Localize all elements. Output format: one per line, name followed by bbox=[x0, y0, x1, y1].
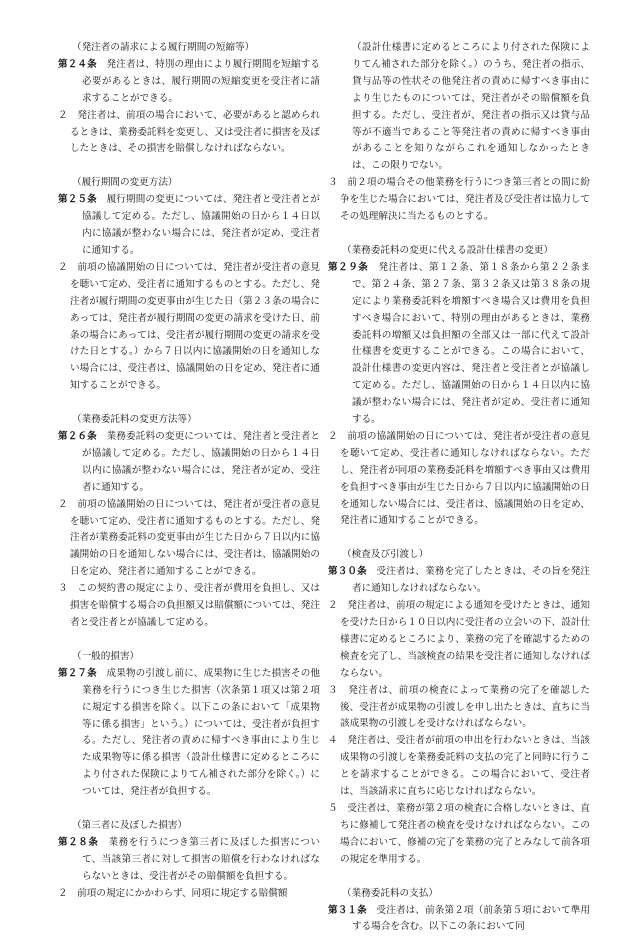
section-heading: （一般的損害） bbox=[58, 649, 320, 666]
article-paragraph bbox=[58, 835, 320, 886]
article-text: 発注者は、第１２条、第１８条から第２２条まで、第２４条、第２７条、第３２条又は第３８条の規定により業務委託料を増額すべき場合又は費用を負担すべき場合において、特別の理由があるときは、業務委託料の増額又は負担額の全部又は一部に代えて設計仕様書を変更することができる。この場合において、設計仕様書の変更内容は、発注者と受注者とが協議して定める。ただし、協議開始の日から１４日以内に協議が整わない場合には、発注者が定め、受注者に通知する。 bbox=[352, 262, 590, 425]
numbered-clause: ４ 発注者は、受注者が前項の申出を行わないときは、当該成果物の引渡しを業務委託料の支払の完了と同時に行うことを請求することができる。この場合において、受注者は、当該請求に直ちに応じなければならない。 bbox=[328, 733, 590, 801]
numbered-clause: ２ 発注者は、前項の規定による通知を受けたときは、通知を受けた日から１０日以内に受注者の立会いの下、設計仕様書に定めるところにより、業務の完了を確認するための検査を完了し、当該検査の結果を受注者に通知しなければならない。 bbox=[328, 598, 590, 683]
article-text: 受注者は、業務を完了したときは、その旨を発注者に通知しなければならない。 bbox=[352, 566, 590, 594]
numbered-clause: ２ 発注者は、前項の場合において、必要があると認められるときは、業務委託料を変更し、又は受注者に損害を及ぼしたときは、その損害を賠償しなければならない。 bbox=[58, 108, 320, 159]
numbered-clause: ５ 受注者は、業務が第２項の検査に合格しないときは、直ちに修補して発注者の検査を受けなければならない。この場合において、修補の完了を業務の完了とみなして前各項の規定を準用する。 bbox=[328, 801, 590, 869]
numbered-clause: ２ 前項の協議開始の日については、発注者が受注者の意見を聴いて定め、受注者に通知するものとする。ただし、発注者が履行期間の変更事由が生じた日（第２３条の場合にあっては、発注者が履行期間の変更の請求を受けた日、前条の場合にあっては、受注者が履行期間の変更の請求を受けた日とする。）から７日以内に協議開始の日を通知しない場合には、受注者は、協議開始の日を定め、発注者に通知することができる。 bbox=[58, 260, 320, 395]
numbered-clause: ３ 前２項の場合その他業務を行うにつき第三者との間に紛争を生じた場合においては、発注者及び受注者は協力してその処理解決に当たるものとする。 bbox=[328, 175, 590, 226]
numbered-clause: ２ 前項の規定にかかわらず、同項に規定する賠償額 bbox=[58, 886, 320, 903]
article-paragraph bbox=[58, 666, 320, 801]
section-gap bbox=[58, 395, 320, 412]
section-gap bbox=[58, 801, 320, 818]
article-text: 業務委託料の変更については、発注者と受注者とが協議して定める。ただし、協議開始の日から１４日以内に協議が整わない場合には、発注者が定め、受注者に通知する。 bbox=[82, 431, 320, 493]
right-column bbox=[328, 40, 590, 936]
section-heading: （検査及び引渡し） bbox=[328, 547, 590, 564]
section-heading: （履行期間の変更方法） bbox=[58, 175, 320, 192]
article-number: 第３１条 bbox=[328, 905, 367, 916]
numbered-clause: ３ この契約書の規定により、受注者が費用を負担し、又は損害を賠償する場合の負担額又は賠償額については、発注者と受注者とが協議して定める。 bbox=[58, 581, 320, 632]
article-number: 第２９条 bbox=[328, 262, 368, 273]
continued-text: （設計仕様書に定めるところにより付された保険によりてん補された部分を除く。）のうち、発注者の指示、貸与品等の性状その他発注者の責めに帰すべき事由により生じたものについては、発注者がその賠償額を負担する。ただし、受注者が、発注者の指示又は貸与品等が不適当であること等発注者の責めに帰すべき事由があることを知りながらこれを通知しなかったときは、この限りでない。 bbox=[328, 40, 590, 175]
article-paragraph bbox=[328, 260, 590, 429]
article-number: 第２５条 bbox=[58, 194, 97, 205]
section-heading: （発注者の請求による履行期間の短縮等） bbox=[58, 40, 320, 57]
article-number: 第２８条 bbox=[58, 837, 98, 848]
article-paragraph bbox=[328, 564, 590, 598]
section-gap bbox=[58, 632, 320, 649]
numbered-clause: ３ 発注者は、前項の検査によって業務の完了を確認した後、受注者が成果物の引渡しを申し出たときは、直ちに当該成果物の引渡しを受けなければならない。 bbox=[328, 683, 590, 734]
section-gap bbox=[328, 226, 590, 243]
article-number: 第２４条 bbox=[58, 59, 97, 70]
numbered-clause: ２ 前項の協議開始の日については、発注者が受注者の意見を聴いて定め、受注者に通知するものとする。ただし、発注者が業務委託料の変更事由が生じた日から７日以内に協議開始の日を通知しない場合には、受注者は、協議開始の日を定め、発注者に通知することができる。 bbox=[58, 497, 320, 582]
article-paragraph bbox=[58, 192, 320, 260]
section-gap bbox=[58, 158, 320, 175]
article-paragraph bbox=[328, 903, 590, 936]
left-column bbox=[58, 40, 320, 903]
section-heading: （業務委託料の変更方法等） bbox=[58, 412, 320, 429]
section-heading: （業務委託料の支払） bbox=[328, 886, 590, 903]
article-paragraph bbox=[58, 429, 320, 497]
section-heading: （第三者に及ぼした損害） bbox=[58, 818, 320, 835]
article-paragraph bbox=[58, 57, 320, 108]
article-number: 第３０条 bbox=[328, 566, 367, 577]
numbered-clause: ２ 前項の協議開始の日については、発注者が受注者の意見を聴いて定め、受注者に通知しなければならない。ただし、発注者が同項の業務委託料を増額すべき事由又は費用を負担すべき事由が生じた日から７日以内に協議開始の日を通知しない場合には、受注者は、協議開始の日を定め、発注者に通知することができる。 bbox=[328, 429, 590, 530]
article-number: 第２７条 bbox=[58, 668, 97, 679]
article-text: 受注者は、前条第２項（前条第５項において準用する場合を含む。以下この条において同 bbox=[352, 905, 590, 933]
article-text: 業務を行うにつき第三者に及ぼした損害について、当該第三者に対して損害の賠償を行わなければならないときは、受注者がその賠償額を負担する。 bbox=[82, 837, 320, 882]
section-gap bbox=[328, 530, 590, 547]
section-heading: （業務委託料の変更に代える設計仕様書の変更） bbox=[328, 243, 590, 260]
section-gap bbox=[328, 869, 590, 886]
article-text: 履行期間の変更については、発注者と受注者とが協議して定める。ただし、協議開始の日から１４日以内に協議が整わない場合には、発注者が定め、受注者に通知する。 bbox=[82, 194, 320, 256]
article-text: 発注者は、特別の理由により履行期間を短縮する必要があるときは、履行期間の短縮変更を受注者に請求することができる。 bbox=[82, 59, 320, 104]
article-text: 成果物の引渡し前に、成果物に生じた損害その他業務を行うにつき生じた損害（次条第１項又は第２項に規定する損害を除く。以下この条において「成果物等に係る損害」という。）については、受注者が負担する。ただし、発注者の責めに帰すべき事由により生じた成果物等に係る損害（設計仕様書に定めるところにより付された保険によりてん補された部分を除く。）については、発注者が負担する。 bbox=[82, 668, 320, 797]
article-number: 第２６条 bbox=[58, 431, 97, 442]
